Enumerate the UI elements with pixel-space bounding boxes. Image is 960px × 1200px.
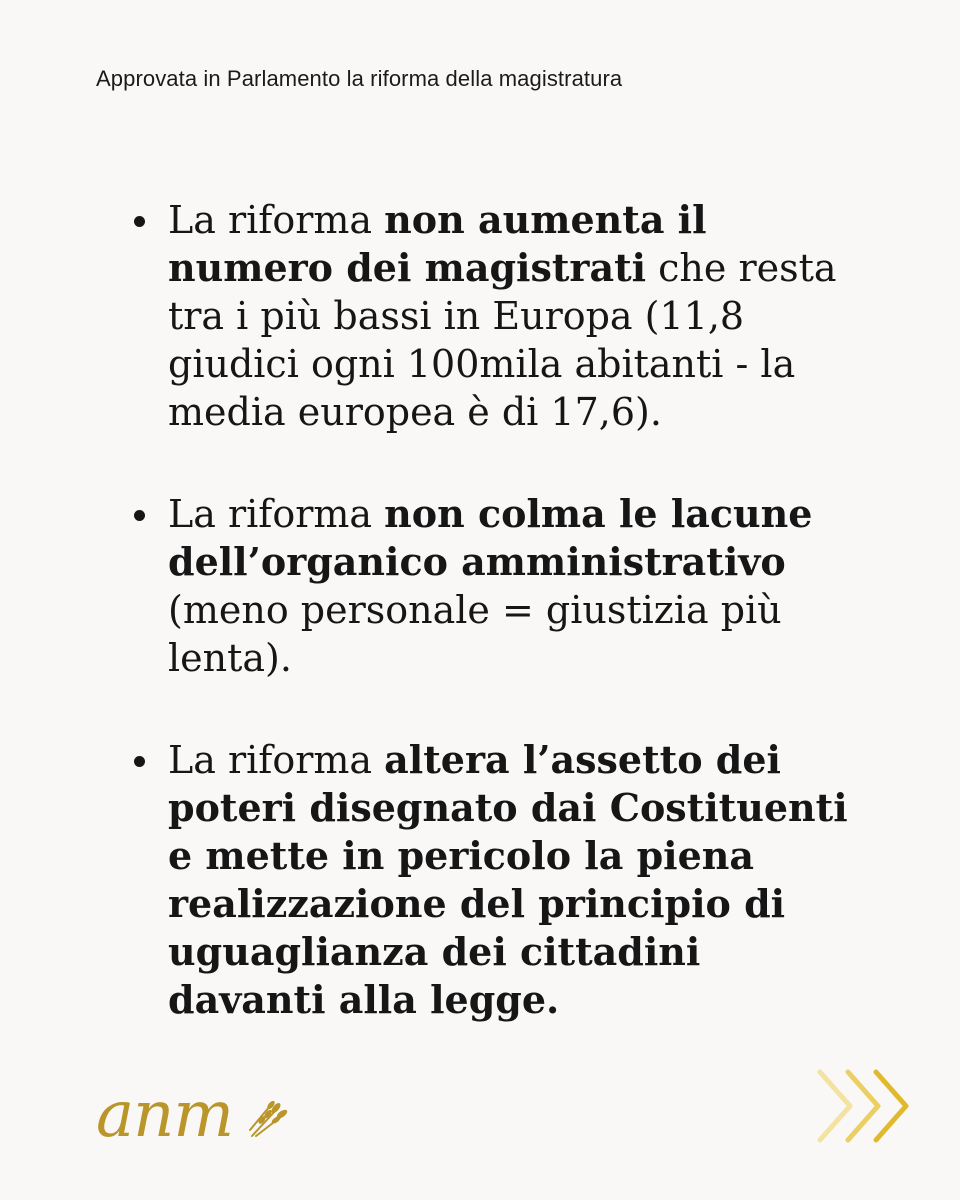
header-title: Approvata in Parlamento la riforma della magistratura (96, 66, 623, 91)
wheat-sheaf-icon (246, 1096, 290, 1140)
bullet-text-bold: non aumenta il numero dei magistrati (168, 197, 707, 290)
bullet-text-regular: che resta tra i più bassi in Europa (11,8 giudici ogni 100mila abitanti - la media europea è di 17,6). (168, 246, 837, 434)
bullet-text-regular: (meno personale = giustizia più lenta). (168, 588, 782, 680)
bullet-text-bold: altera l’assetto dei poteri disegnato dai Costituenti e mette in pericolo la piena realizzazione del principio di uguaglianza dei cittadini davanti alla legge. (168, 737, 848, 1022)
bullet-point (168, 196, 868, 436)
anm-logo (96, 1080, 296, 1160)
bullet-list (168, 196, 868, 1078)
logo-text: anm (96, 1078, 234, 1152)
bullet-point (168, 490, 868, 682)
bullet-point (168, 736, 868, 1024)
bullet-text-regular: La riforma (168, 738, 385, 782)
bullet-text-bold: non colma le lacune dell’organico amministrativo (168, 491, 813, 584)
triple-chevron-right-icon[interactable] (812, 1066, 916, 1146)
bullet-text-regular: La riforma (168, 492, 385, 536)
bullet-text-regular: La riforma (168, 198, 385, 242)
